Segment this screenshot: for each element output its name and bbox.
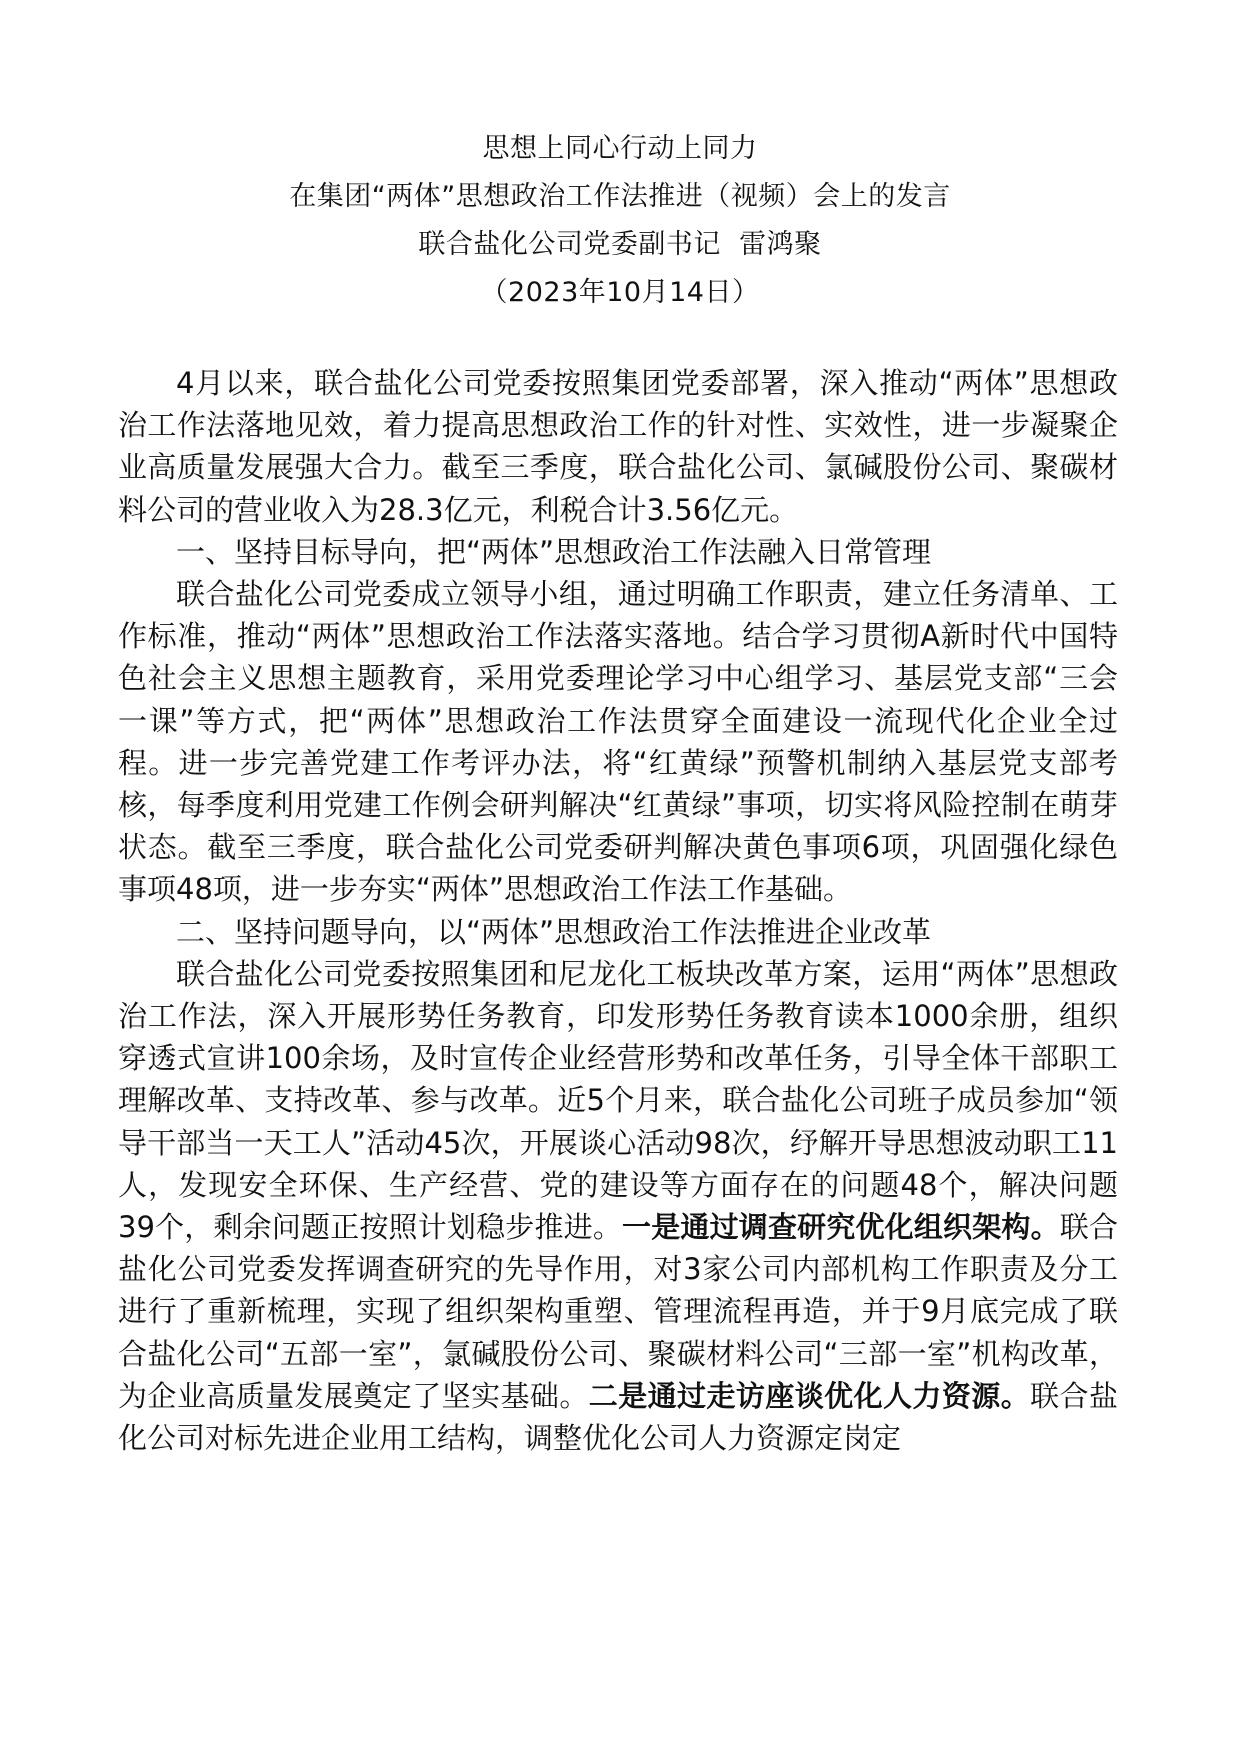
speech-date: （2023年10月14日） xyxy=(480,277,760,308)
section-2-bold-point-1: 一是通过调查研究优化组织架构。 xyxy=(622,1210,1060,1245)
section-1-paragraph: 联合盐化公司党委成立领导小组，通过明确工作职责，建立任务清单、工作标准，推动“两体”思想政治工作法落实落地。结合学习贯彻A新时代中国特色社会主义思想主题教育，采用党委理论学习中心组学习、基层党支部“三会一课”等方式，把“两体”思想政治工作法贯穿全面建设一流现代化企业全过程。进一步完善党建工作考评办法，将“红黄绿”预警机制纳入基层党支部考核，每季度利用党建工作例会研判解决“红黄绿”事项，切实将风险控制在萌芽状态。截至三季度，联合盐化公司党委研判解决黄色事项6项，巩固强化绿色事项48项，进一步夯实“两体”思想政治工作法工作基础。 xyxy=(118,577,1118,907)
section-1-heading: 一、坚持目标导向，把“两体”思想政治工作法融入日常管理 xyxy=(176,534,932,569)
document-subtitle: 在集团“两体”思想政治工作法推进（视频）会上的发言 xyxy=(289,181,951,212)
intro-paragraph: 4月以来，联合盐化公司党委按照集团党委部署，深入推动“两体”思想政治工作法落地见效，着力提高思想政治工作的针对性、实效性，进一步凝聚企业高质量发展强大合力。截至三季度，联合盐化公司、氯碱股份公司、聚碳材料公司的营业收入为28.3亿元，利税合计3.56亿元。 xyxy=(118,366,1118,527)
section-2-bold-point-2: 二是通过走访座谈优化人力资源。 xyxy=(588,1378,1031,1413)
section-2-text-b: 联合盐化公司党委发挥调查研究的先导作用，对3家公司内部机构工作职责及分工进行了重新梳理，实现了组织架构重塑、管理流程再造，并于9月底完成了联合盐化公司“五部一室”，氯碱股份公司、聚碳材料公司“三部一室”机构改革，为企业高质量发展奠定了坚实基础。 xyxy=(118,1210,1118,1413)
document-title: 思想上同心行动上同力 xyxy=(482,133,758,164)
section-2-text-c: 联合盐化公司对标先进企业用工结构，调整优化公司人力资源定岗定 xyxy=(118,1378,1118,1456)
section-2-paragraph xyxy=(118,953,1118,1459)
speaker-line: 联合盐化公司党委副书记 雷鸿聚 xyxy=(418,229,822,260)
document-body xyxy=(118,362,1118,1459)
section-2-heading: 二、坚持问题导向，以“两体”思想政治工作法推进企业改革 xyxy=(176,914,932,949)
document-heading xyxy=(0,125,1240,317)
section-2-text-a: 联合盐化公司党委按照集团和尼龙化工板块改革方案，运用“两体”思想政治工作法，深入开展形势任务教育，印发形势任务教育读本1000余册，组织穿透式宣讲100余场，及时宣传企业经营形势和改革任务，引导全体干部职工理解改革、支持改革、参与改革。近5个月来，联合盐化公司班子成员参加“领导干部当一天工人”活动45次，开展谈心活动98次，纾解开导思想波动职工11人，发现安全环保、生产经营、党的建设等方面存在的问题48个，解决问题39个，剩余问题正按照计划稳步推进。 xyxy=(118,956,1118,1245)
